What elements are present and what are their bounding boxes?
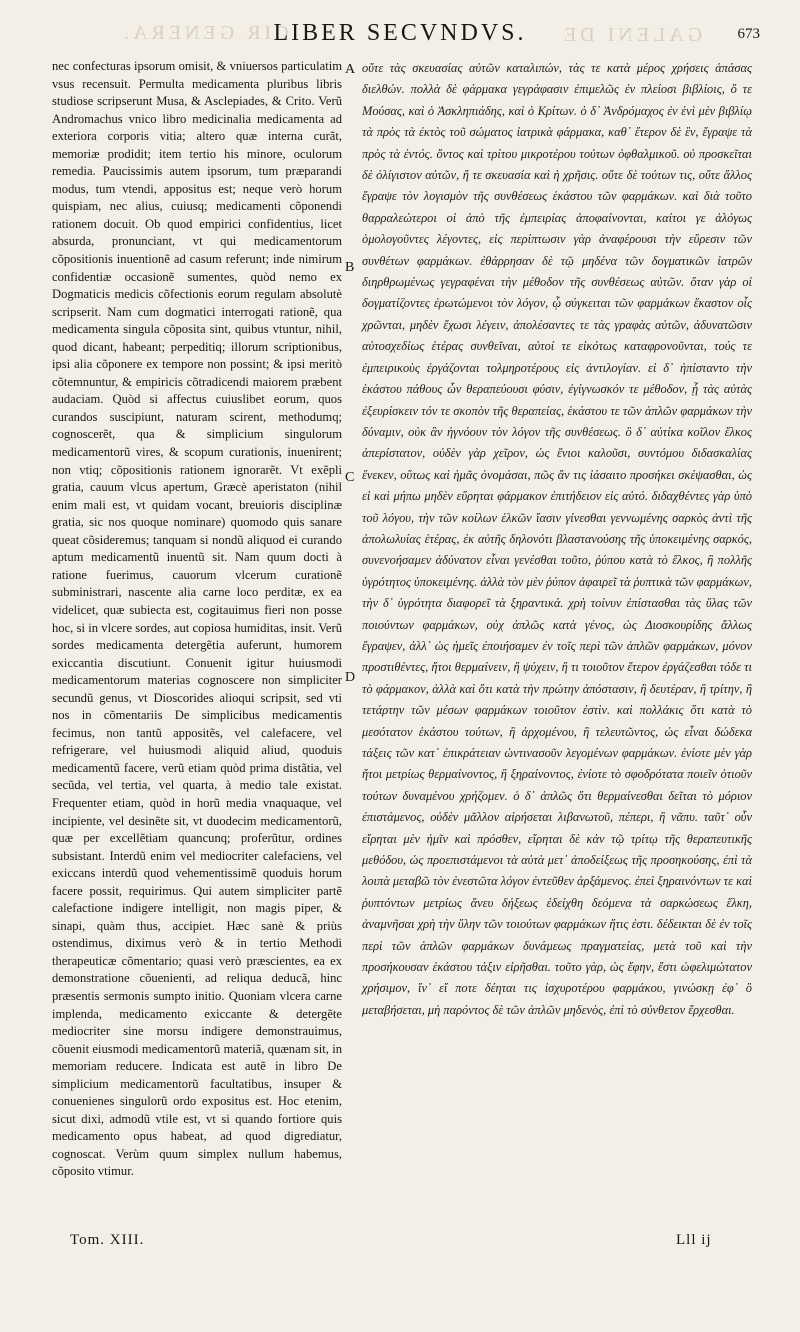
greek-column [362,58,752,1021]
margin-marker-d: D [345,670,356,685]
latin-text: nec confecturas ipsorum omisit, & vniuersos particulatim vsus recensuit. Permulta medicamenta pluribus libris studiose scripserunt Musa, & Asclepiades, & Crito. Verũ Andromachus vnico libro medicinalia medicamenta ad exteriora corporis vitia; altero quæ interna curãt, memoriæ prodidit; item tertio his minore, oculorum remedia. Paucissimis autem ipsorum, tum præparandi modus, tum vtendi, appositus est; neque verò horum quispiam, nec alius, cuiusq; medicamenti cõponendi rationem docuit. Ob quod empirici confidentius, licet absurda, pronunciant, vt qui medicamentorum cõpositionis inuentionẽ ad casum referunt; inde nimirum confidentiæ occasionẽ sumentes, quòd nemo ex Dogmaticis medicis cõfectionis eorum regulam absolutè scripserit. Nam cum dogmatici interrogati rationẽ, qua medicamenta singula cõposita sint, quibus vtuntur, nihil, quod dicant, habeant; perpeditiq; illorum scriptionibus, ipsi alia cõponere ex tempore non possint; & ipsi meritò cõtemnuntur, & empiricis cõtradicendi maiorem præbent audaciam. Quòd si affectus cuiuslibet eorum, quos curandos suscipiunt, naturam scirent, methodumq; cognoscerẽt, qua & simplicium singulorum medicamentorũ vires, & scopum curationis, inuenirent; non vtiq; cõpositionis rationem ignorarẽt. Vt exẽpli gratia, cauum vlcus apertum, Græcè aperistaton (nihil enim mali est, vt quidam vocant, breuioris disciplinæ gratia, sic nos quoque nominare) quomodo quis sanare queat cõsideremus; tanquam si nondũ aliquod ei curando aptum medicamentũ inuentũ sit. Nam quum docti à ratione fuerimus, cauorum vlcerum curationẽ subministrari, nascente alia carne loco perditæ, ex ea videlicet, quæ subiecta est, cogitauimus fieri non posse hoc, si in vlcere sordes, aut copiosa humiditas, insit. Verũ sordes medicamenta detergẽtia auferunt, humorem exiccantia discutiunt. Conuenit igitur huiusmodi medicamentorum materias cognoscere non simpliciter secundũ genus, vt Dioscorides alioqui scripsit, sed vti nos in cõmentariis De simplicibus medicamentis fecimus, non tantũ appositẽs, vel calefacere, vel refrigerare, vel huiusmodi aliquid aliud, quoduis medicamentũ facere, verũ etiam quòd prima distãtia, vel secũda, vel tertia, vel quarta, à medio tale existat. Frequenter etiam, quòd in horũ media vnaquaque, vel incipiente, vel desinẽte sit, vt duodecim medicamentorũ, quæ per excellẽtiam quancunq; proferũtur, ordines subsistant. Interdũ enim vel mediocriter calefaciens, vel exiccans interdũ quod vehementissimẽ quoduis horum facere possit, requirimus. Qui autem simpliciter partẽ calefactione indigere intelligit, non magis piper, & sinapi, quàm thus, accipiet. Hæc sanè & priùs ostendimus, diximus verò & in tertio Methodi therapeuticæ cõmentario; quasi verò præscientes, ea ex demonstratione cõuenienti, ad reliqua deducã, hinc præsentis sermonis sumpto initio. Quoniam vlcera carne implenda, medicamento exiccante & detergẽte mediocriter sine morsu indigere demonstrauimus, cõuenit eiusmodi medicamentorũ materiã, quænam sit, in memoriam reducere. Indicata est autẽ in libro De simplicium medicamentorũ facultatibus, insuper & conuenienes singulorũ ordo expositus est. Hoc etenim, sicut dixi, admodũ vtile est, vt si quando fortiore quis medicamento opus habeat, ad quod digrediatur, cognoscat. Verùm quum simplex nullum habemus, cõposito vtimur. [52,59,342,1179]
page-number: 673 [737,26,760,42]
margin-marker-c: C [345,470,355,485]
margin-marker-a: A [345,62,356,77]
greek-text: οὔτε τὰς σκευασίας αὐτῶν καταλιπών, τὰς τε κατὰ μέρος χρήσεις ἁπάσας διελθών. πολλὰ δὲ φάρμακα γεγράφασιν ἐπιμελῶς ἐν πλείοσι βιβλίοις, ὅ τε Μούσας, καὶ ὁ Ἀσκληπιάδης, καὶ ὁ Κρίτων. ὁ δ᾽ Ἀνδρόμαχος ἐν ἑνὶ μὲν βιβλίῳ τὰ πρὸς τὰ ἐκτὸς τοῦ σώματος ἰατρικὰ φάρμακα, καθ᾽ ἕτερον δὲ ἓν, ἔγραψε τὰ πρὸς τὰ ἐντός. ὄντος καὶ τρίτου μικροτέρου τούτων ὀφθαλμικοῦ. οὐ προσκεῖται δὲ ὀλίγιστον αὐτῶν, ἥ τε σκευασία καὶ ἡ χρῆσις. οὔτε δὲ τούτων τις, οὔτε ἄλλος ἔγραψε τὸν λογισμὸν τῆς συνθέσεως ἑκάστου τῶν φαρμάκων. καὶ διὰ τοῦτο θαρραλεώτεροι οἱ ἀπὸ τῆς ἐμπειρίας ἀποφαίνονται, καίτοι γε ἀλόγως ὁμολογοῦντες λέγοντες, εἰς περίπτωσιν γὰρ ἀναφέρουσι τὴν εὕρεσιν τῶν συνθέτων φαρμάκων. ἐθάρρησαν δὲ τῷ μηδένα τῶν δογματικῶν ἰατρῶν διηρθρωμένως γεγραφέναι τὴν μέθοδον τῆς συνθέσεως αὐτῶν. ὅταν γὰρ οἱ δογματίζοντες ἐρωτώμενοι τὸν λόγον, ᾧ σύγκειται τῶν φαρμάκων ἕκαστον οἷς χρῶνται, μηδὲν ἔχωσι λέγειν, ἀπολέσαντες τε τὰς γραφὰς αὐτῶν, ἀδυνατῶσιν αὐτοσχεδίως ἑτέρας συνθεῖναι, αὐτοί τε εἰκότως καταφρονοῦνται, τούς τε ἐμπειρικοὺς ἐργάζονται τολμηροτέρους εἰς ἀντιλογίαν. εἰ δ᾽ ἠπίσταντο τὴν ἑκάστου πάθους ὧν θεραπεύουσι φύσιν, ἐγίγνωσκόν τε μέθοδον, ᾗ τὰς αὐτὰς ἐξευρίσκειν τόν τε σκοπὸν τῆς θεραπείας, ἑκάστου τε τῶν ἁπλῶν φαρμάκων τὴν δύναμιν, οὐκ ἂν ἠγνόουν τὸν λόγον τῆς συνθέσεως. ὃ δ᾽ αὐτίκα κοῖλον ἕλκος ἀπερίστατον, οὐδὲν γὰρ χεῖρον, ὡς ἔνιοι καλοῦσι, συντόμου διδασκαλίας ἕνεκεν, οὕτως καὶ ἡμᾶς ὀνομάσαι, πῶς ἄν τις ἰάσαιτο προσήκει σκέψασθαι, ὡς εἰ καὶ μήπω μηδὲν εὕρηται φάρμακον ἐπιτήδειον εἰς αὐτό. διδαχθέντες γὰρ ὑπὸ τοῦ λόγου, τὴν τῶν κοίλων ἑλκῶν ἴασιν γίνεσθαι γεννωμένης σαρκὸς ἀντὶ τῆς ἀπολωλυίας ἑτέρας, ἐκ αὐτῆς δηλονότι βλαστανούσης τῆς ὑποκειμένης σαρκός, συνενοήσαμεν ἀδύνατον εἶναι γενέσθαι τοῦτο, ῥύπου κατὰ τὸ ἕλκος, ἢ πολλῆς ὑγρότητος ὑποκειμένης. ἀλλὰ τὸν μὲν ῥύπον ἀφαιρεῖ τὰ ῥυπτικὰ τῶν φαρμάκων, τὴν δ᾽ ὑγρότητα διαφορεῖ τὰ ξηραντικά. χρὴ τοίνυν ἐπίστασθαι τὰς ὕλας τῶν ποιούντων φαρμάκων, οὐχ ἁπλῶς κατὰ γένος, ὡς Διοσκουρίδης ἄλλως ἔγραψεν, ἀλλ᾽ ὡς ἡμεῖς ἐποιήσαμεν ἐν τοῖς περὶ τῶν ἁπλῶν φαρμάκων, μόνον προστιθέντες, ἤτοι θερμαίνειν, ἢ ψύχειν, ἢ τι τοιοῦτον ἕτερον ἐργάζεσθαι τόδε τι τὸ φάρμακον, ἀλλὰ καὶ ὅτι κατὰ τὴν πρώτην ἀπόστασιν, ἢ δευτέραν, ἢ τρίτην, ἢ τετάρτην τῶν μέσων φαρμάκων τοιοῦτον ἐστὶν. καὶ πολλάκις ὅτι κατὰ τὸ μεσότατον ἑκάστου τούτων, ἢ ἀρχομένου, ἢ τελευτῶντος, ὡς εἶναι δώδεκα τάξεις τῶν κατ᾽ ἐπικράτειαν ὡντινασοῦν λεγομένων φαρμάκων. ἐνίοτε μὲν γὰρ ἤτοι μετρίως θερμαίνοντος, ἢ ξηραίνοντος, ἐνίοτε τὸ σφοδρότατα ποιεῖν ὁτιοῦν τούτων δυναμένου χρήζομεν. ὁ δ᾽ ἁπλῶς ὅτι θερμαίνεσθαι δεῖται τὸ μόριον ἐπιστάμενος, οὐδὲν μᾶλλον αἱρήσεται λιβανωτοῦ, πέπερι, ἢ νᾶπυ. ταῦτ᾽ οὖν εἴρηται μὲν ἡμῖν καὶ πρόσθεν, εἴρηται δὲ κἀν τῷ τρίτῳ τῆς θεραπευτικῆς μεθόδου, ὡς προεπιστάμενοι τὰ αὐτὰ μετ᾽ ἀποδείξεως τῆς προσηκούσης, ἐπὶ τὰ λοιπὰ μεταβῶ τὸν ἐνεστῶτα λόγον ἐντεῦθεν ἀρξάμενος. ἐπεὶ ξηραινόντων τε καὶ ῥυπτόντων μετρίως ἄνευ δήξεως ἐδείχθη δεόμενα τὰ σαρκώσεως ἕλκη, ἀναμνῆσαι χρὴ τὴν ὕλην τῶν τοιούτων φαρμάκων ἥτις ἐστι. δέδεικται δὲ ἐν τοῖς περὶ τῶν ἁπλῶν φαρμάκων δυνάμεως πραγματείας, μετὰ τοῦ καὶ τὴν προσήκουσαν ἑκάστου τάξιν εἰρῆσθαι. τοῦτο γὰρ, ὡς ἔφην, ἔστι ὠφελιμώτατον χρήσιμον, ἵν᾽ εἴ ποτε δέηται τις ἰσχυροτέρου φαρμάκου, γινώσκῃ ἐφ᾽ ὃ μεταβήσεται, μὴ παρόντος δὲ τῶν ἁπλῶν μηδενὸς, ἐπὶ τὸ σύνθετον ἔρχεσθαι. [362,61,752,1017]
running-title: LIBER SECVNDVS. [273,20,527,46]
show-through-text-left: CIR GENERA. [120,22,289,44]
volume-footer: Tom. XIII. [70,1232,145,1248]
running-header [0,20,800,54]
latin-column [52,58,342,1181]
show-through-text-right: GALENI DE [560,24,703,46]
signature-mark: Lll ij [676,1232,712,1248]
margin-marker-b: B [345,260,355,275]
